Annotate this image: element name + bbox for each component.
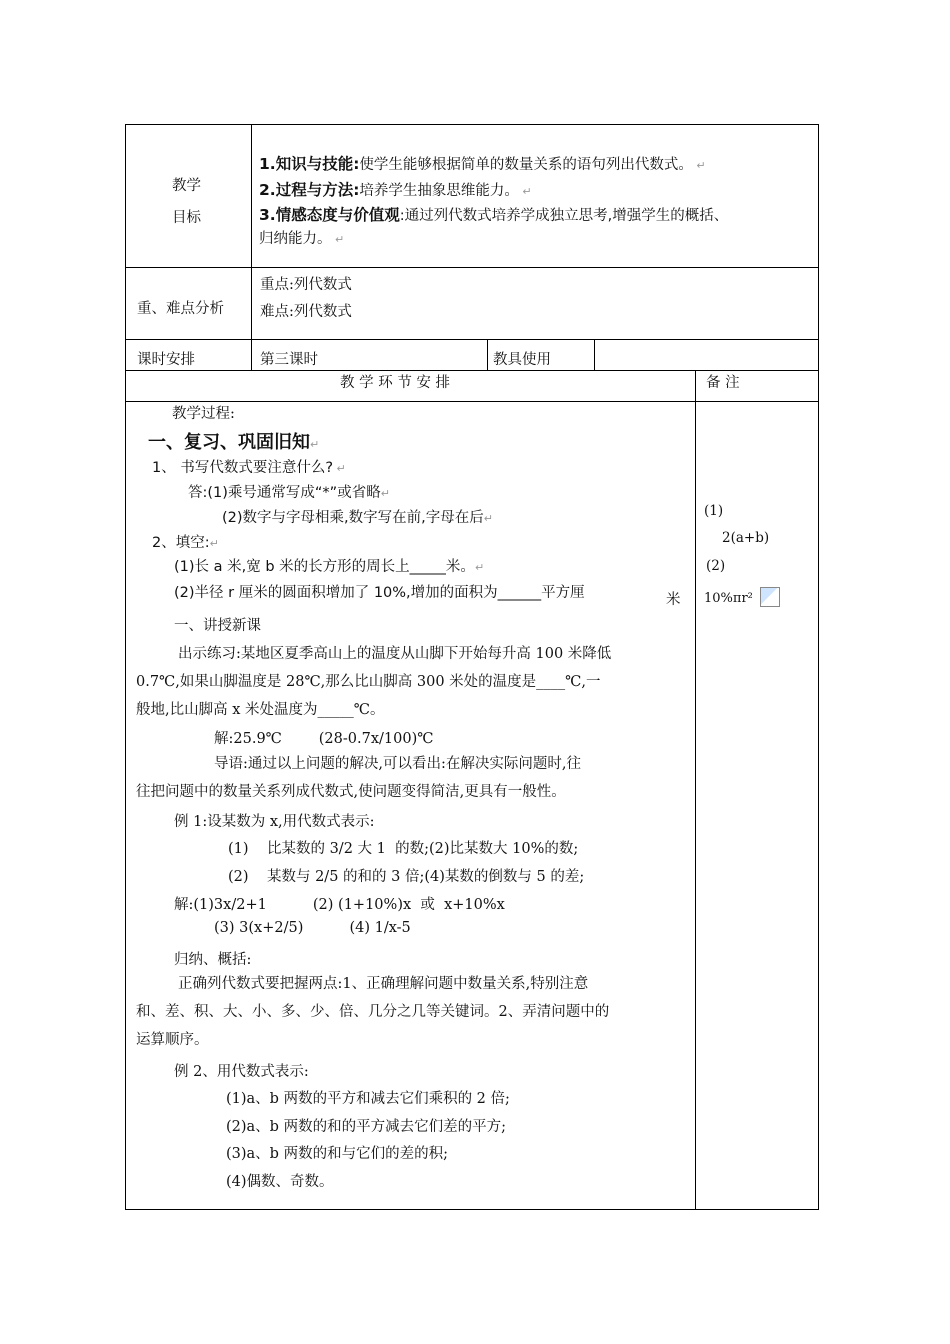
objective-2-title: 过程与方法:	[275, 181, 360, 199]
example-2-item-2: (2)a、b 两数的和的平方减去它们差的平方;	[226, 1119, 506, 1135]
question-2-text: 2、填空:	[152, 535, 210, 551]
example-2-item-4: (4)偶数、奇数。	[226, 1174, 334, 1190]
example-1-line-a: (1) 比某数的 3/2 大 1 的数;(2)比某数大 10%的数;	[228, 841, 579, 857]
objective-1-num: 1.	[259, 155, 276, 173]
hard-point: 难点:列代数式	[260, 304, 352, 320]
objective-3-text: :通过列代数式培养学成独立思考,增强学生的概括、	[399, 208, 729, 224]
objectives-label-1: 教学	[172, 178, 201, 194]
exercise-line-1: 出示练习:某地区夏季高山上的温度从山脚下开始每升高 100 米降低	[178, 646, 612, 662]
guide-paragraph	[136, 750, 688, 806]
objective-3-num: 3.	[259, 206, 276, 224]
example-2-title: 例 2、用代数式表示:	[174, 1064, 309, 1080]
exercise-line-3: 般地,比山脚高 x 米处温度为_____℃。	[136, 702, 385, 718]
objective-2-text: 培养学生抽象思维能力。	[359, 183, 519, 199]
period-value: 第三课时	[260, 352, 318, 368]
new-lesson-title: 一、讲授新课	[174, 618, 261, 634]
review-title: 一、复习、巩固旧知↵	[148, 432, 320, 453]
answer-1-2: (2)数字与字母相乘,数字写在前,字母在后↵	[222, 510, 493, 526]
exercise-line-2: 0.7℃,如果山脚温度是 28℃,那么比山脚高 300 米处的温度是____℃,一	[136, 674, 601, 690]
image-placeholder-icon	[760, 587, 780, 607]
answer-1-2-text: (2)数字与字母相乘,数字写在前,字母在后	[222, 510, 484, 526]
objective-3-text-2: 归纳能力。	[259, 231, 332, 247]
objective-2-num: 2.	[259, 181, 276, 199]
example-1-solution-2: (3) 3(x+2/5) (4) 1/x-5	[214, 920, 411, 936]
question-2-2	[174, 581, 585, 602]
tools-label: 教具使用	[493, 352, 551, 368]
note-2: 2(a+b)	[722, 530, 770, 546]
review-title-text: 一、复习、巩固旧知	[148, 432, 310, 453]
summary-line-2: 和、差、积、大、小、多、少、倍、几分之几等关键词。2、弄清问题中的	[136, 1004, 610, 1020]
question-1-text: 1、 书写代数式要注意什么?	[152, 460, 334, 476]
objectives-label-2: 目标	[172, 210, 201, 226]
process-title: 教学过程:	[172, 406, 235, 422]
key-point: 重点:列代数式	[260, 277, 352, 293]
objective-attitude-cont: 归纳能力。 ↵	[259, 231, 345, 247]
period-label: 课时安排	[137, 352, 195, 368]
objective-process: 2.过程与方法:培养学生抽象思维能力。 ↵	[259, 181, 532, 199]
example-1-line-b: (2) 某数与 2/5 的和的 3 倍;(4)某数的倒数与 5 的差;	[228, 869, 585, 885]
summary-paragraph	[136, 970, 688, 1054]
example-2-item-3: (3)a、b 两数的和与它们的差的积;	[226, 1146, 448, 1162]
summary-line-1: 正确列代数式要把握两点:1、正确理解问题中数量关系,特别注意	[178, 976, 589, 992]
exercise-paragraph	[136, 640, 688, 724]
question-2-1-text: (1)长 a 米,宽 b 米的长方形的周长上_____米。	[174, 559, 475, 575]
question-2-1: (1)长 a 米,宽 b 米的长方形的周长上_____米。↵	[174, 559, 485, 575]
objective-1-title: 知识与技能:	[275, 155, 360, 173]
key-points-label: 重、难点分析	[137, 301, 224, 317]
summary-line-3: 运算顺序。	[136, 1032, 209, 1048]
section-main-header: 教 学 环 节 安 排	[340, 375, 451, 391]
objective-1-text: 使学生能够根据简单的数量关系的语句列出代数式。	[359, 157, 693, 173]
question-2-2-text: (2)半径 r 厘米的圆面积增加了 10%,增加的面积为______平方厘	[174, 585, 585, 601]
guide-line-2: 往把问题中的数量关系列成代数式,使问题变得简洁,更具有一般性。	[136, 784, 566, 800]
question-2: 2、填空:↵	[152, 535, 219, 551]
section-notes-header: 备 注	[706, 375, 740, 391]
guide-line-1: 导语:通过以上问题的解决,可以看出:在解决实际问题时,往	[214, 756, 581, 772]
question-2-2-tail: 米	[666, 592, 681, 608]
answer-1-1-text: 答:(1)乘号通常写成“*”或省略	[188, 485, 381, 501]
example-1-title: 例 1:设某数为 x,用代数式表示:	[174, 814, 375, 830]
example-1-solution-1: 解:(1)3x/2+1 (2) (1+10%)x 或 x+10%x	[174, 897, 505, 913]
objective-3-title: 情感态度与价值观	[275, 206, 400, 224]
objective-knowledge: 1.知识与技能:使学生能够根据简单的数量关系的语句列出代数式。 ↵	[259, 155, 706, 173]
solution-1: 解:25.9℃ (28-0.7x/100)℃	[214, 731, 434, 747]
note-1: (1)	[704, 503, 724, 519]
question-1: 1、 书写代数式要注意什么? ↵	[152, 460, 346, 476]
answer-1-1: 答:(1)乘号通常写成“*”或省略↵	[188, 485, 390, 501]
objective-attitude	[259, 203, 728, 225]
summary-title: 归纳、概括:	[174, 952, 252, 968]
note-4: 10%πr²	[704, 591, 753, 606]
note-3: (2)	[706, 558, 726, 574]
example-2-item-1: (1)a、b 两数的平方和减去它们乘积的 2 倍;	[226, 1091, 510, 1107]
